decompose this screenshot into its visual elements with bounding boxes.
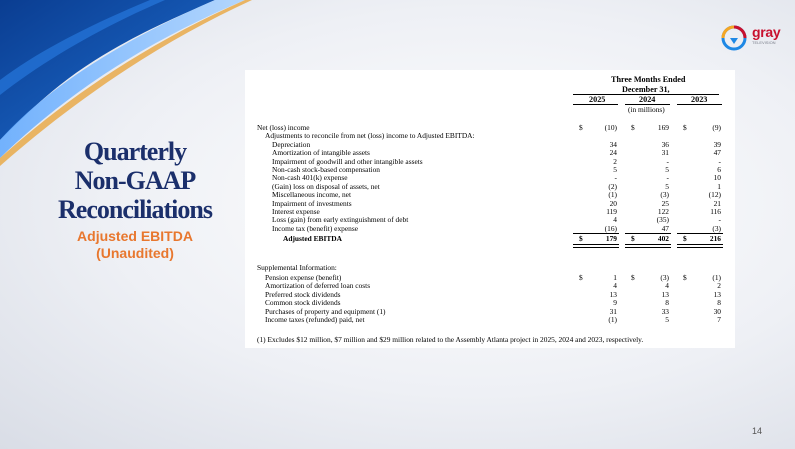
dollar-sign: $ [683,233,687,243]
dollar-sign: $ [579,123,583,132]
row-label: Loss (gain) from early extinguishment of debt [272,215,409,225]
row-value: - [718,215,721,225]
row-value: 9 [613,298,617,308]
row-label: Amortization of deferred loan costs [265,281,371,291]
subtotal-rule [625,233,671,234]
row-value: 5 [665,181,669,191]
footnote: (1) Excludes $12 million, $7 million and $29 million related to the Assembly Atlanta project in 2025, 2024 and 2023, respectively. [257,335,644,344]
year-2023: 2023 [691,95,708,104]
supplemental-title: Supplemental Information: [257,263,337,272]
dollar-sign: $ [631,233,635,243]
row-value: (2) [608,181,617,191]
row-value: 47 [713,148,721,158]
year-rule-2025 [573,104,618,105]
slide-title [40,137,230,224]
row-value: 2 [717,281,721,291]
total-double-rule [677,244,723,248]
dollar-sign: $ [683,273,687,282]
row-label: Net (loss) income [257,123,310,132]
row-label: Pension expense (benefit) [265,273,342,282]
row-value: (3) [660,273,669,282]
row-label: Common stock dividends [265,298,341,308]
row-value: 1 [717,181,721,191]
subtitle-line-2: (Unaudited) [96,245,174,261]
row-value: 24 [609,148,617,158]
row-label: Adjustments to reconcile from net (loss) income to Adjusted EBITDA: [265,131,475,141]
year-rule-2023 [677,104,722,105]
slide-subtitle [40,228,230,262]
row-label: Adjusted EBITDA [283,233,342,243]
row-label: Preferred stock dividends [265,289,341,299]
row-value: (3) [660,190,669,200]
subtotal-rule [677,233,723,234]
row-value: 5 [665,315,669,324]
subtitle-line-1: Adjusted EBITDA [77,228,193,244]
row-value: 1 [613,273,617,282]
row-value: - [666,156,669,166]
row-label: Income taxes (refunded) paid, net [265,315,365,324]
row-label: Impairment of investments [272,198,352,208]
supplemental-title-row [245,263,735,273]
year-2025: 2025 [589,95,606,104]
row-value: 122 [657,207,669,216]
row-value: 119 [606,207,617,216]
row-value: (1) [608,315,617,324]
row-value: 13 [609,289,617,299]
table-row [245,234,735,244]
row-value: - [666,173,669,183]
row-value: 179 [605,233,617,243]
row-label: Interest expense [272,207,320,216]
row-value: 10 [713,173,721,183]
row-value: 8 [717,298,721,308]
title-line-3: Reconciliations [58,195,212,224]
row-label: Miscellaneous income, net [272,190,352,200]
row-value: - [718,156,721,166]
row-value: (1) [712,273,721,282]
row-value: - [614,173,617,183]
blue-swoosh-graphic [0,0,260,449]
row-value: 39 [713,139,721,149]
row-value: 4 [613,281,617,291]
dollar-sign: $ [579,233,583,243]
dollar-sign: $ [631,273,635,282]
row-value: 8 [665,298,669,308]
row-value: 13 [661,289,669,299]
row-value: 5 [613,165,617,174]
row-value: (3) [712,223,721,233]
row-value: 402 [657,233,669,243]
row-value: (1) [608,190,617,200]
total-double-rule [625,244,671,248]
row-label: Non-cash 401(k) expense [272,173,348,183]
row-value: 36 [661,139,669,149]
logo-subtext: TELEVISION [752,40,776,45]
row-value: 13 [713,289,721,299]
row-value: 20 [609,198,617,208]
row-label: (Gain) loss on disposal of assets, net [272,181,380,191]
row-value: 33 [661,306,669,316]
row-value: 4 [613,215,617,225]
page-number: 14 [752,426,763,436]
row-value: 34 [609,139,617,149]
dollar-sign: $ [683,123,687,132]
row-value: 21 [713,198,721,208]
row-label: Income tax (benefit) expense [272,223,358,233]
row-value: 116 [710,207,721,216]
row-value: 47 [661,223,669,233]
title-line-2: Non-GAAP [74,166,196,195]
dollar-sign: $ [579,273,583,282]
row-value: (35) [656,215,669,225]
row-value: 25 [661,198,669,208]
units-label: (in millions) [628,105,665,114]
row-value: 169 [657,123,669,132]
year-2024: 2024 [639,95,656,104]
ebitda-reconciliation-table [245,70,735,348]
table-row [245,315,735,325]
dollar-sign: $ [631,123,635,132]
row-value: (10) [604,123,617,132]
row-value: 7 [717,315,721,324]
subtotal-rule [573,233,619,234]
row-label: Impairment of goodwill and other intangible assets [272,156,423,166]
header-period: Three Months Ended [611,75,686,84]
row-value: 6 [717,165,721,174]
row-label: Amortization of intangible assets [272,148,370,158]
total-double-rule [573,244,619,248]
row-value: 31 [661,148,669,158]
row-label: Depreciation [272,139,311,149]
row-label: Purchases of property and equipment (1) [265,306,386,316]
row-value: (16) [604,223,617,233]
row-value: (9) [712,123,721,132]
row-value: (12) [708,190,721,200]
row-value: 2 [613,156,617,166]
row-value: 30 [713,306,721,316]
logo-text: gray [752,24,781,40]
row-value: 216 [709,233,721,243]
row-value: 4 [665,281,669,291]
row-value: 31 [609,306,617,316]
row-value: 5 [665,165,669,174]
row-label: Non-cash stock-based compensation [272,165,380,174]
title-line-1: Quarterly [83,137,187,166]
header-date: December 31, [622,85,670,94]
